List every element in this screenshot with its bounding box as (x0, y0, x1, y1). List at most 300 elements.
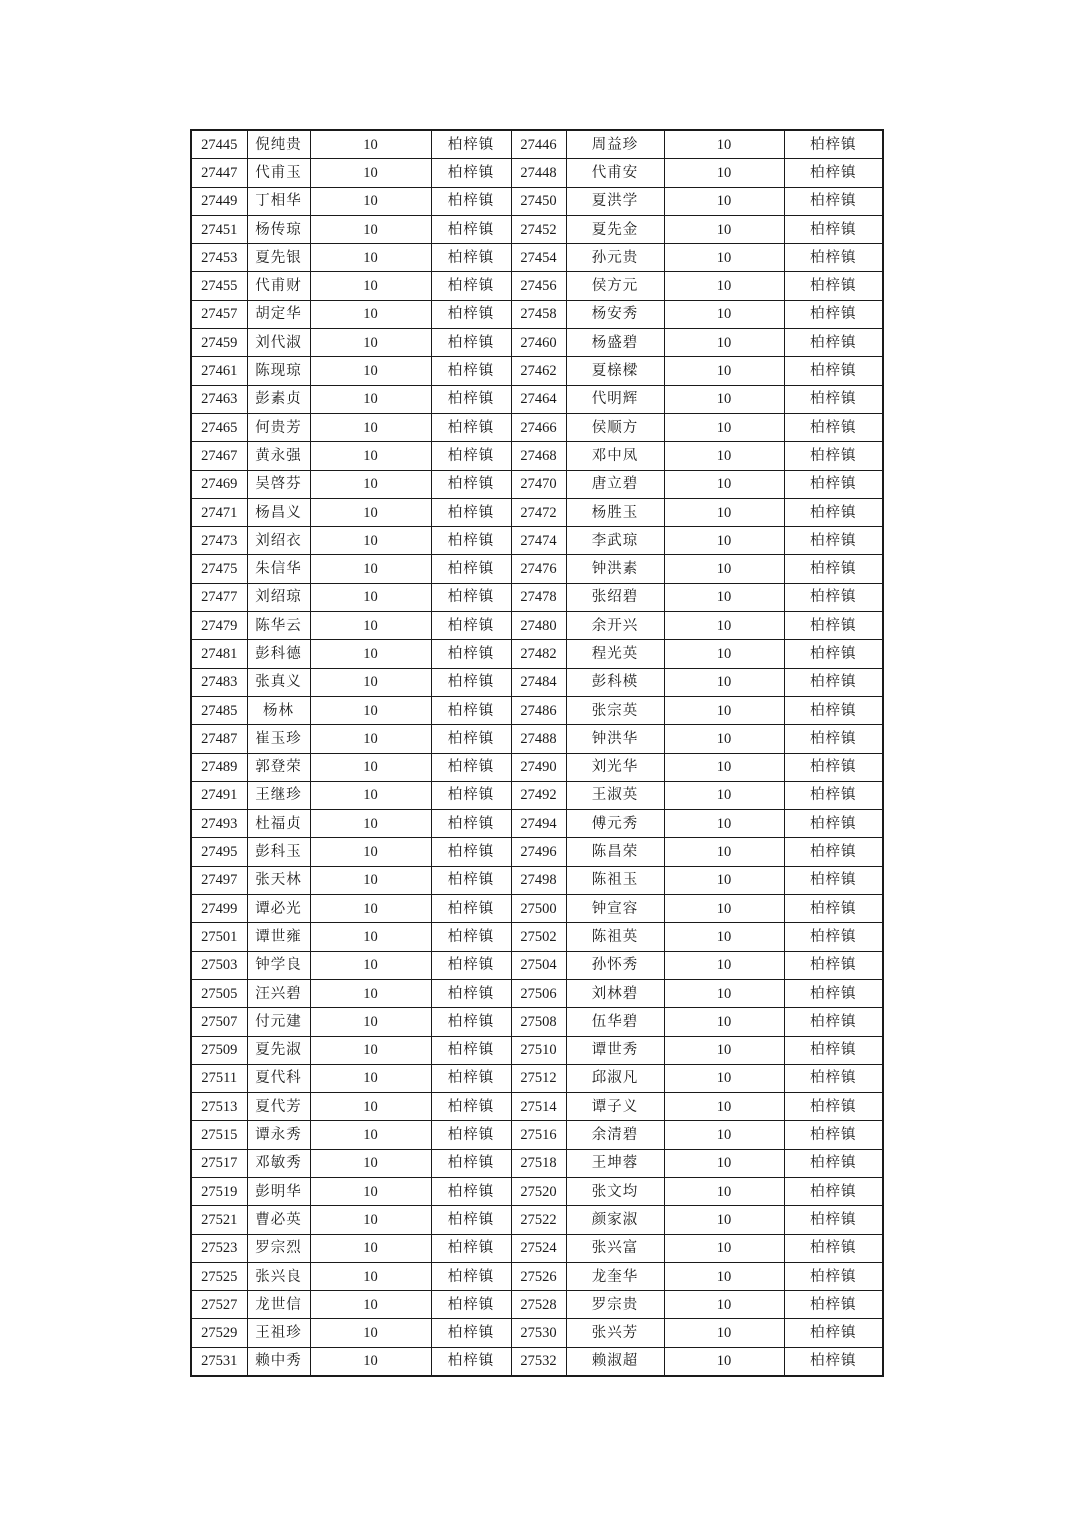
amount: 10 (664, 300, 784, 328)
person-name: 谭子义 (566, 1093, 664, 1121)
table-row (191, 1206, 883, 1234)
town-name: 柏梓镇 (431, 159, 511, 187)
person-name: 彭明华 (247, 1177, 310, 1205)
person-name: 曹必英 (247, 1206, 310, 1234)
town-name: 柏梓镇 (431, 1291, 511, 1319)
amount: 10 (310, 357, 431, 385)
person-name: 王坤蓉 (566, 1149, 664, 1177)
town-name: 柏梓镇 (784, 442, 883, 470)
town-name: 柏梓镇 (784, 159, 883, 187)
person-name: 彭素贞 (247, 385, 310, 413)
amount: 10 (310, 1347, 431, 1376)
person-name: 唐立碧 (566, 470, 664, 498)
record-id: 27452 (511, 215, 566, 243)
record-id: 27482 (511, 640, 566, 668)
record-id: 27526 (511, 1262, 566, 1290)
record-id: 27469 (191, 470, 247, 498)
amount: 10 (664, 215, 784, 243)
amount: 10 (310, 442, 431, 470)
table-row (191, 300, 883, 328)
table-row (191, 130, 883, 159)
record-id: 27470 (511, 470, 566, 498)
table-row (191, 357, 883, 385)
amount: 10 (664, 272, 784, 300)
record-id: 27500 (511, 895, 566, 923)
table-row (191, 753, 883, 781)
amount: 10 (310, 1291, 431, 1319)
amount: 10 (664, 781, 784, 809)
amount: 10 (310, 470, 431, 498)
person-name: 谭必光 (247, 895, 310, 923)
amount: 10 (664, 923, 784, 951)
record-id: 27466 (511, 413, 566, 441)
person-name: 程光英 (566, 640, 664, 668)
person-name: 刘代淑 (247, 329, 310, 357)
person-name: 夏先金 (566, 215, 664, 243)
town-name: 柏梓镇 (431, 498, 511, 526)
person-name: 夏代芳 (247, 1093, 310, 1121)
town-name: 柏梓镇 (784, 1121, 883, 1149)
person-name: 代明辉 (566, 385, 664, 413)
amount: 10 (664, 385, 784, 413)
person-name: 谭世秀 (566, 1036, 664, 1064)
record-id: 27504 (511, 951, 566, 979)
town-name: 柏梓镇 (784, 470, 883, 498)
town-name: 柏梓镇 (784, 583, 883, 611)
person-name: 杨安秀 (566, 300, 664, 328)
amount: 10 (310, 895, 431, 923)
town-name: 柏梓镇 (431, 1008, 511, 1036)
record-id: 27498 (511, 866, 566, 894)
record-id: 27496 (511, 838, 566, 866)
town-name: 柏梓镇 (431, 527, 511, 555)
table-row (191, 1064, 883, 1092)
person-name: 代甫财 (247, 272, 310, 300)
amount: 10 (310, 385, 431, 413)
person-name: 张兴良 (247, 1262, 310, 1290)
amount: 10 (664, 357, 784, 385)
amount: 10 (664, 159, 784, 187)
record-id: 27477 (191, 583, 247, 611)
table-row (191, 612, 883, 640)
town-name: 柏梓镇 (784, 498, 883, 526)
town-name: 柏梓镇 (784, 725, 883, 753)
person-name: 颜家淑 (566, 1206, 664, 1234)
record-id: 27509 (191, 1036, 247, 1064)
record-id: 27517 (191, 1149, 247, 1177)
amount: 10 (664, 130, 784, 159)
table-row (191, 1347, 883, 1376)
record-id: 27523 (191, 1234, 247, 1262)
town-name: 柏梓镇 (784, 244, 883, 272)
person-name: 侯方元 (566, 272, 664, 300)
record-id: 27499 (191, 895, 247, 923)
town-name: 柏梓镇 (784, 753, 883, 781)
town-name: 柏梓镇 (431, 1262, 511, 1290)
table-row (191, 1008, 883, 1036)
record-id: 27462 (511, 357, 566, 385)
town-name: 柏梓镇 (784, 923, 883, 951)
amount: 10 (664, 1064, 784, 1092)
amount: 10 (310, 951, 431, 979)
amount: 10 (310, 696, 431, 724)
town-name: 柏梓镇 (784, 895, 883, 923)
person-name: 张真义 (247, 668, 310, 696)
record-id: 27532 (511, 1347, 566, 1376)
amount: 10 (664, 866, 784, 894)
table-row (191, 1149, 883, 1177)
record-id: 27506 (511, 979, 566, 1007)
amount: 10 (664, 1177, 784, 1205)
amount: 10 (664, 696, 784, 724)
record-id: 27525 (191, 1262, 247, 1290)
record-id: 27467 (191, 442, 247, 470)
amount: 10 (310, 583, 431, 611)
person-name: 胡定华 (247, 300, 310, 328)
record-id: 27493 (191, 810, 247, 838)
table-row (191, 244, 883, 272)
amount: 10 (310, 527, 431, 555)
amount: 10 (664, 612, 784, 640)
person-name: 吴啓芬 (247, 470, 310, 498)
table-row (191, 725, 883, 753)
person-name: 何贵芳 (247, 413, 310, 441)
town-name: 柏梓镇 (431, 1347, 511, 1376)
amount: 10 (310, 1064, 431, 1092)
record-id: 27475 (191, 555, 247, 583)
table-row (191, 527, 883, 555)
amount: 10 (310, 640, 431, 668)
record-id: 27485 (191, 696, 247, 724)
record-id: 27521 (191, 1206, 247, 1234)
roster-body (191, 130, 883, 1376)
amount: 10 (310, 810, 431, 838)
record-id: 27487 (191, 725, 247, 753)
record-id: 27473 (191, 527, 247, 555)
table-row (191, 555, 883, 583)
town-name: 柏梓镇 (784, 1149, 883, 1177)
amount: 10 (310, 215, 431, 243)
town-name: 柏梓镇 (431, 1234, 511, 1262)
person-name: 张兴富 (566, 1234, 664, 1262)
table-row (191, 923, 883, 951)
town-name: 柏梓镇 (431, 1121, 511, 1149)
amount: 10 (664, 979, 784, 1007)
table-row (191, 442, 883, 470)
person-name: 陈现琼 (247, 357, 310, 385)
record-id: 27461 (191, 357, 247, 385)
town-name: 柏梓镇 (431, 470, 511, 498)
amount: 10 (310, 159, 431, 187)
amount: 10 (664, 470, 784, 498)
town-name: 柏梓镇 (431, 1149, 511, 1177)
person-name: 汪兴碧 (247, 979, 310, 1007)
person-name: 夏洪学 (566, 187, 664, 215)
town-name: 柏梓镇 (784, 1093, 883, 1121)
town-name: 柏梓镇 (431, 244, 511, 272)
amount: 10 (664, 1206, 784, 1234)
person-name: 朱信华 (247, 555, 310, 583)
amount: 10 (664, 244, 784, 272)
town-name: 柏梓镇 (431, 781, 511, 809)
table-row (191, 1234, 883, 1262)
record-id: 27481 (191, 640, 247, 668)
table-row (191, 1319, 883, 1347)
amount: 10 (664, 810, 784, 838)
person-name: 杜福贞 (247, 810, 310, 838)
person-name: 刘绍琼 (247, 583, 310, 611)
record-id: 27503 (191, 951, 247, 979)
person-name: 余清碧 (566, 1121, 664, 1149)
record-id: 27495 (191, 838, 247, 866)
table-row (191, 583, 883, 611)
person-name: 彭科楧 (566, 668, 664, 696)
amount: 10 (310, 838, 431, 866)
record-id: 27465 (191, 413, 247, 441)
person-name: 王继珍 (247, 781, 310, 809)
town-name: 柏梓镇 (431, 1319, 511, 1347)
town-name: 柏梓镇 (431, 357, 511, 385)
person-name: 黄永强 (247, 442, 310, 470)
record-id: 27463 (191, 385, 247, 413)
record-id: 27497 (191, 866, 247, 894)
town-name: 柏梓镇 (431, 385, 511, 413)
record-id: 27446 (511, 130, 566, 159)
table-row (191, 385, 883, 413)
town-name: 柏梓镇 (431, 951, 511, 979)
town-name: 柏梓镇 (431, 329, 511, 357)
person-name: 陈祖玉 (566, 866, 664, 894)
person-name: 余开兴 (566, 612, 664, 640)
town-name: 柏梓镇 (431, 300, 511, 328)
person-name: 张绍碧 (566, 583, 664, 611)
person-name: 杨胜玉 (566, 498, 664, 526)
person-name: 傅元秀 (566, 810, 664, 838)
amount: 10 (310, 498, 431, 526)
table-row (191, 668, 883, 696)
table-row (191, 498, 883, 526)
town-name: 柏梓镇 (784, 1291, 883, 1319)
person-name: 孙元贵 (566, 244, 664, 272)
town-name: 柏梓镇 (431, 413, 511, 441)
record-id: 27464 (511, 385, 566, 413)
record-id: 27476 (511, 555, 566, 583)
record-id: 27456 (511, 272, 566, 300)
record-id: 27529 (191, 1319, 247, 1347)
amount: 10 (310, 753, 431, 781)
table-row (191, 329, 883, 357)
town-name: 柏梓镇 (431, 272, 511, 300)
record-id: 27520 (511, 1177, 566, 1205)
town-name: 柏梓镇 (784, 668, 883, 696)
town-name: 柏梓镇 (431, 895, 511, 923)
person-name: 钟洪华 (566, 725, 664, 753)
table-row (191, 187, 883, 215)
record-id: 27458 (511, 300, 566, 328)
record-id: 27484 (511, 668, 566, 696)
record-id: 27448 (511, 159, 566, 187)
person-name: 龙世信 (247, 1291, 310, 1319)
amount: 10 (664, 1036, 784, 1064)
record-id: 27455 (191, 272, 247, 300)
town-name: 柏梓镇 (431, 1206, 511, 1234)
town-name: 柏梓镇 (784, 810, 883, 838)
town-name: 柏梓镇 (784, 612, 883, 640)
person-name: 丁相华 (247, 187, 310, 215)
amount: 10 (310, 979, 431, 1007)
town-name: 柏梓镇 (784, 1347, 883, 1376)
record-id: 27451 (191, 215, 247, 243)
town-name: 柏梓镇 (431, 187, 511, 215)
amount: 10 (310, 244, 431, 272)
amount: 10 (310, 923, 431, 951)
town-name: 柏梓镇 (431, 1093, 511, 1121)
person-name: 钟宣容 (566, 895, 664, 923)
person-name: 杨林 (247, 696, 310, 724)
town-name: 柏梓镇 (784, 951, 883, 979)
person-name: 崔玉珍 (247, 725, 310, 753)
person-name: 张文均 (566, 1177, 664, 1205)
person-name: 罗宗贵 (566, 1291, 664, 1319)
record-id: 27513 (191, 1093, 247, 1121)
table-row (191, 951, 883, 979)
record-id: 27501 (191, 923, 247, 951)
table-row (191, 810, 883, 838)
amount: 10 (664, 1149, 784, 1177)
amount: 10 (664, 527, 784, 555)
person-name: 代甫安 (566, 159, 664, 187)
person-name: 刘绍衣 (247, 527, 310, 555)
record-id: 27508 (511, 1008, 566, 1036)
record-id: 27468 (511, 442, 566, 470)
record-id: 27514 (511, 1093, 566, 1121)
person-name: 王祖珍 (247, 1319, 310, 1347)
record-id: 27483 (191, 668, 247, 696)
town-name: 柏梓镇 (784, 1036, 883, 1064)
table-row (191, 696, 883, 724)
amount: 10 (310, 1093, 431, 1121)
town-name: 柏梓镇 (784, 357, 883, 385)
town-name: 柏梓镇 (431, 725, 511, 753)
town-name: 柏梓镇 (784, 300, 883, 328)
person-name: 倪纯贵 (247, 130, 310, 159)
person-name: 邱淑凡 (566, 1064, 664, 1092)
person-name: 赖淑超 (566, 1347, 664, 1376)
town-name: 柏梓镇 (784, 413, 883, 441)
town-name: 柏梓镇 (784, 979, 883, 1007)
town-name: 柏梓镇 (431, 640, 511, 668)
town-name: 柏梓镇 (784, 1206, 883, 1234)
person-name: 张天林 (247, 866, 310, 894)
person-name: 夏先淑 (247, 1036, 310, 1064)
table-row (191, 1262, 883, 1290)
person-name: 郭登荣 (247, 753, 310, 781)
table-row (191, 838, 883, 866)
amount: 10 (664, 951, 784, 979)
town-name: 柏梓镇 (784, 781, 883, 809)
amount: 10 (310, 612, 431, 640)
amount: 10 (664, 1234, 784, 1262)
person-name: 彭科玉 (247, 838, 310, 866)
town-name: 柏梓镇 (431, 1064, 511, 1092)
record-id: 27474 (511, 527, 566, 555)
record-id: 27471 (191, 498, 247, 526)
amount: 10 (310, 1149, 431, 1177)
record-id: 27505 (191, 979, 247, 1007)
town-name: 柏梓镇 (431, 696, 511, 724)
record-id: 27502 (511, 923, 566, 951)
town-name: 柏梓镇 (431, 1036, 511, 1064)
table-row (191, 640, 883, 668)
record-id: 27518 (511, 1149, 566, 1177)
amount: 10 (664, 1262, 784, 1290)
amount: 10 (310, 1206, 431, 1234)
record-id: 27478 (511, 583, 566, 611)
person-name: 付元建 (247, 1008, 310, 1036)
town-name: 柏梓镇 (431, 979, 511, 1007)
amount: 10 (310, 1262, 431, 1290)
town-name: 柏梓镇 (784, 555, 883, 583)
record-id: 27486 (511, 696, 566, 724)
record-id: 27524 (511, 1234, 566, 1262)
person-name: 张宗英 (566, 696, 664, 724)
record-id: 27489 (191, 753, 247, 781)
person-name: 钟洪素 (566, 555, 664, 583)
town-name: 柏梓镇 (784, 1319, 883, 1347)
table-row (191, 272, 883, 300)
town-name: 柏梓镇 (431, 555, 511, 583)
amount: 10 (664, 583, 784, 611)
amount: 10 (310, 300, 431, 328)
town-name: 柏梓镇 (431, 1177, 511, 1205)
town-name: 柏梓镇 (431, 810, 511, 838)
person-name: 杨昌义 (247, 498, 310, 526)
amount: 10 (310, 1008, 431, 1036)
person-name: 夏代科 (247, 1064, 310, 1092)
amount: 10 (664, 555, 784, 583)
amount: 10 (664, 640, 784, 668)
amount: 10 (664, 668, 784, 696)
person-name: 王淑英 (566, 781, 664, 809)
record-id: 27519 (191, 1177, 247, 1205)
amount: 10 (310, 1319, 431, 1347)
record-id: 27522 (511, 1206, 566, 1234)
record-id: 27507 (191, 1008, 247, 1036)
roster-table (190, 129, 884, 1377)
town-name: 柏梓镇 (784, 1064, 883, 1092)
amount: 10 (664, 838, 784, 866)
person-name: 刘林碧 (566, 979, 664, 1007)
amount: 10 (664, 442, 784, 470)
person-name: 代甫玉 (247, 159, 310, 187)
record-id: 27472 (511, 498, 566, 526)
town-name: 柏梓镇 (431, 838, 511, 866)
amount: 10 (310, 1121, 431, 1149)
table-row (191, 470, 883, 498)
table-row (191, 1121, 883, 1149)
amount: 10 (664, 1121, 784, 1149)
amount: 10 (664, 329, 784, 357)
table-row (191, 1177, 883, 1205)
person-name: 陈华云 (247, 612, 310, 640)
town-name: 柏梓镇 (431, 753, 511, 781)
person-name: 谭永秀 (247, 1121, 310, 1149)
table-row (191, 159, 883, 187)
person-name: 张兴芳 (566, 1319, 664, 1347)
town-name: 柏梓镇 (784, 130, 883, 159)
record-id: 27457 (191, 300, 247, 328)
person-name: 伍华碧 (566, 1008, 664, 1036)
